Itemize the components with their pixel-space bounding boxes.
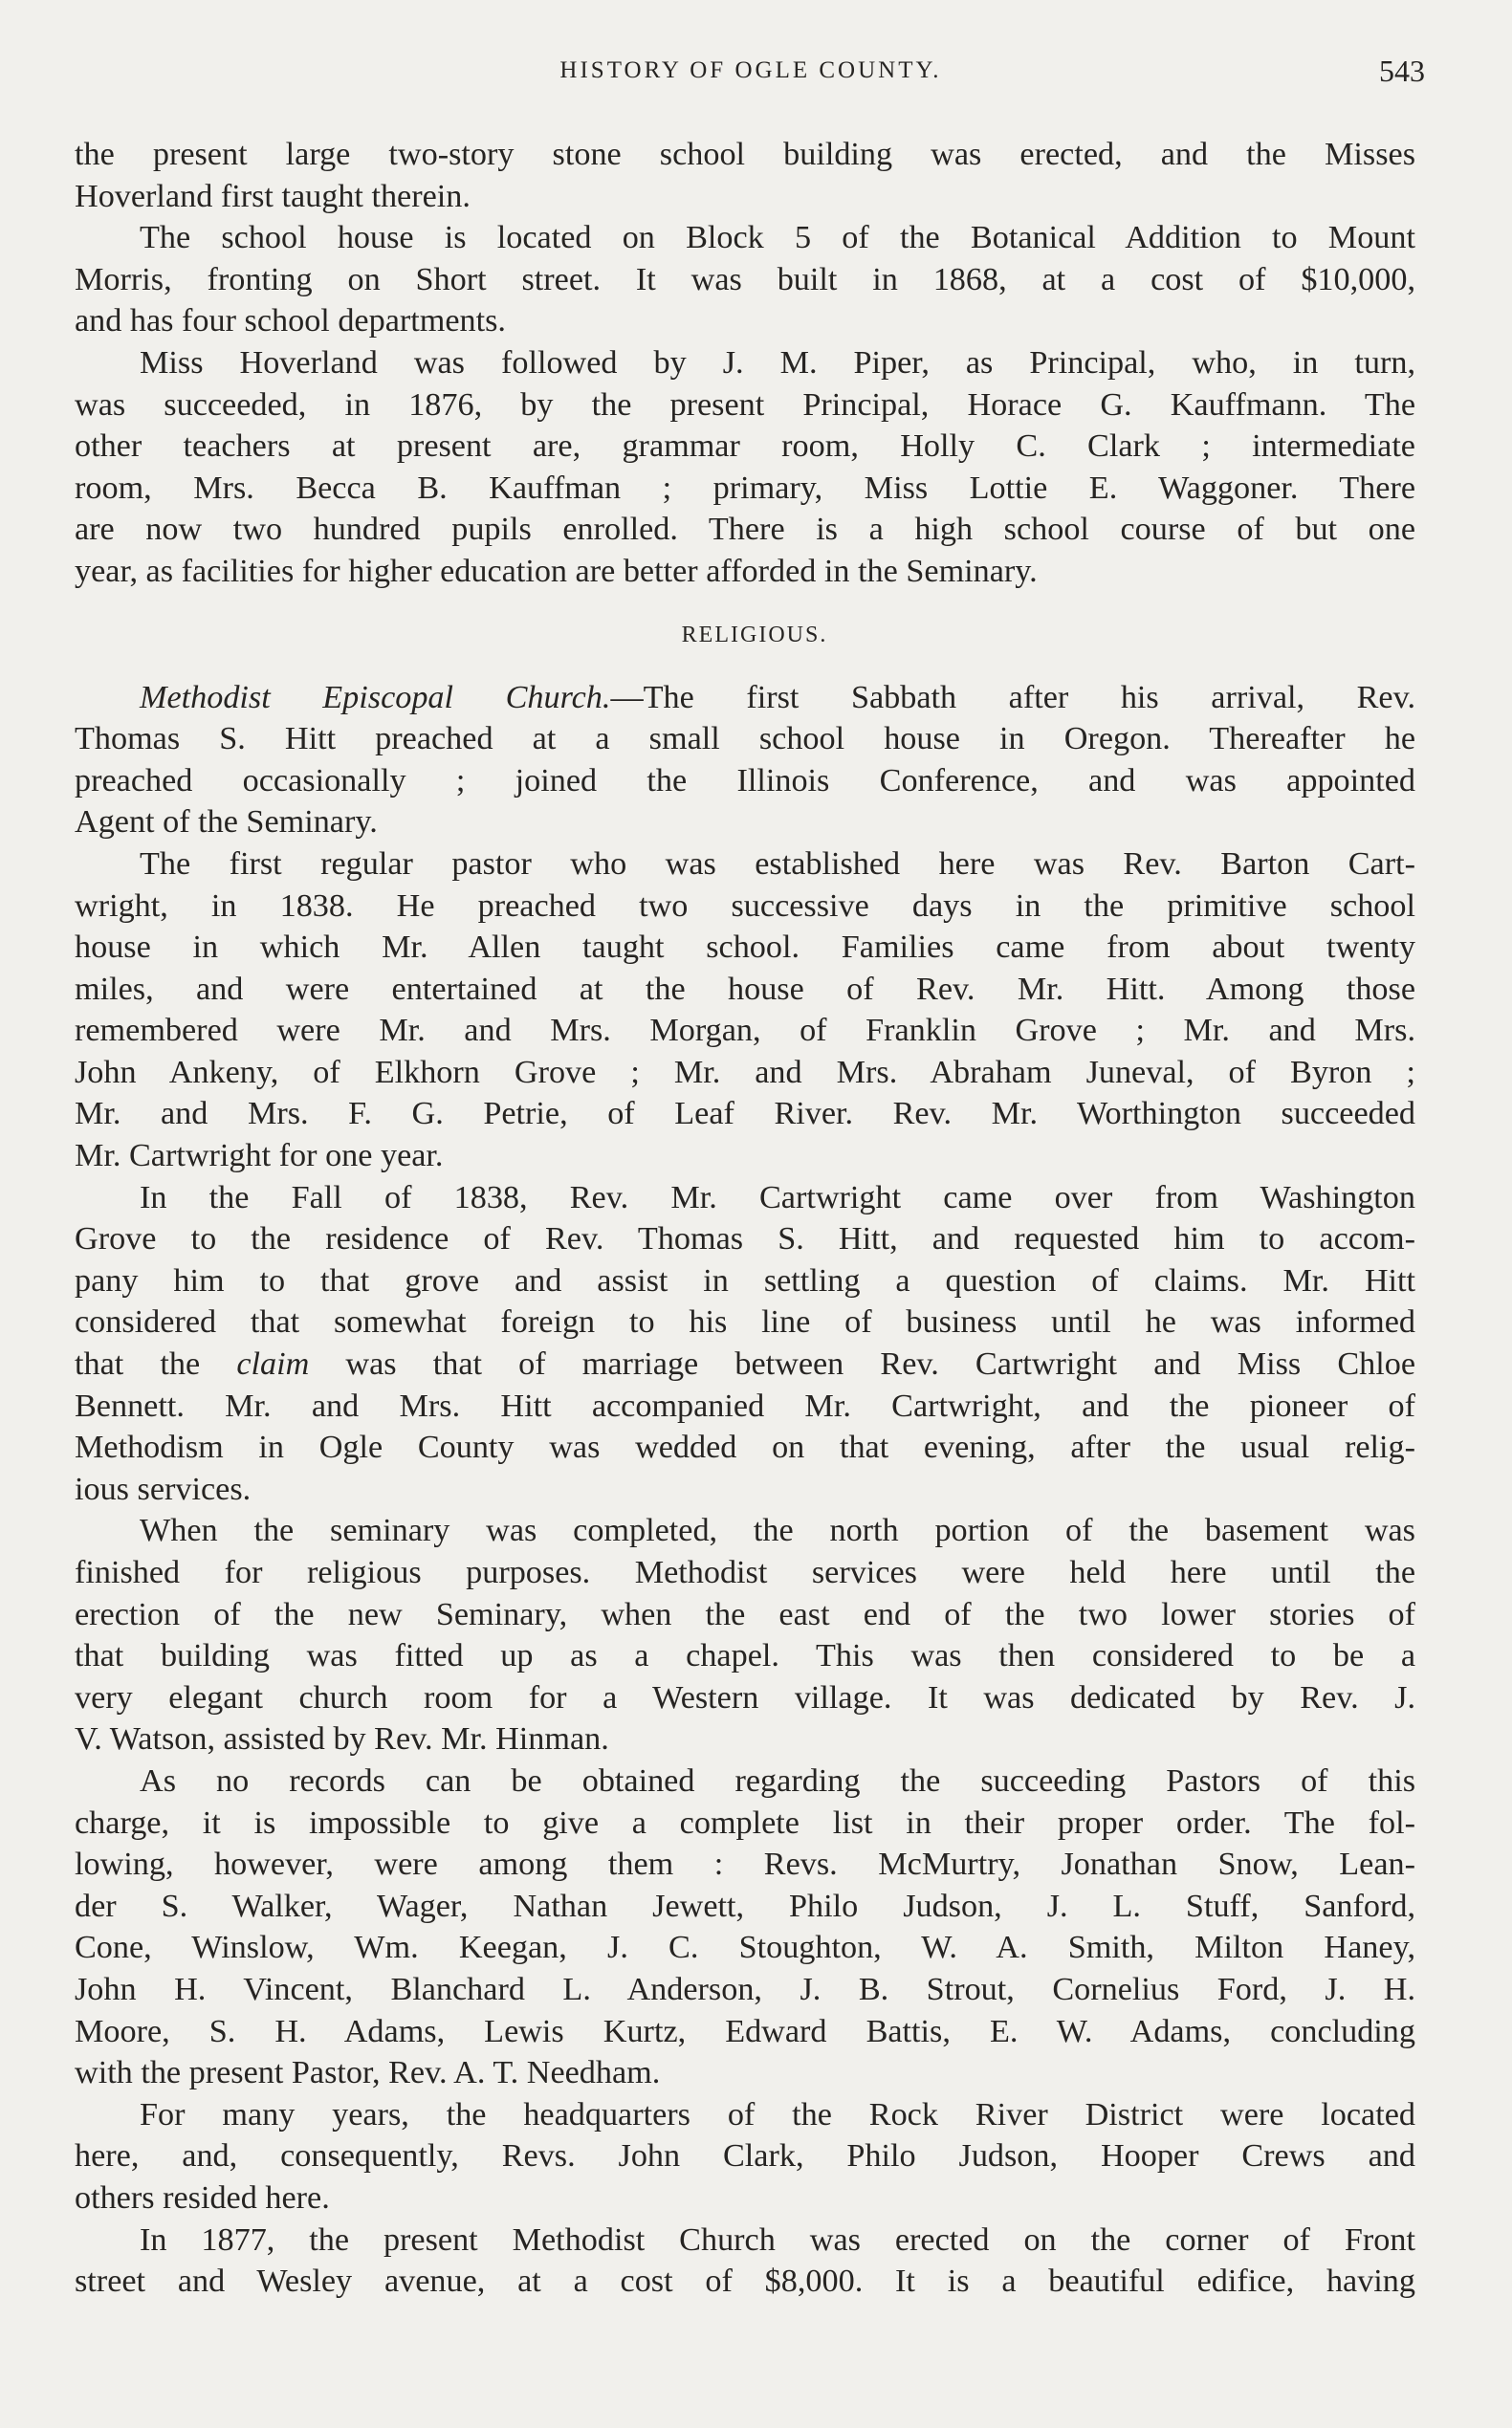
text-line: very elegant church room for a Western village. It was dedicated by Rev. J.: [75, 1679, 1415, 1716]
text-line: pany him to that grove and assist in settling a question of claims. Mr. Hitt: [75, 1262, 1415, 1299]
text-line: lowing, however, were among them : Revs. McMurtry, Jonathan Snow, Lean-: [75, 1847, 1415, 1883]
text-line: In 1877, the present Methodist Church was erected on the corner of Front: [140, 2221, 1415, 2258]
text-line: miles, and were entertained at the house of Rev. Mr. Hitt. Among those: [75, 971, 1415, 1007]
text-line: that building was fitted up as a chapel. This was then considered to be a: [75, 1638, 1415, 1674]
text-line: others resided here.: [75, 2179, 330, 2216]
text-line: erection of the new Seminary, when the east end of the two lower stories of: [75, 1596, 1415, 1632]
text-line: finished for religious purposes. Methodist services were held here until the: [75, 1555, 1415, 1590]
text-line: Morris, fronting on Short street. It was built in 1868, at a cost of $10,000,: [75, 261, 1415, 297]
claim-word: claim: [236, 1346, 310, 1383]
text-line: Bennett. Mr. and Mrs. Hitt accompanied Mr. Cartwright, and the pioneer of: [75, 1388, 1415, 1424]
text-line: with the present Pastor, Rev. A. T. Needham.: [75, 2055, 661, 2091]
section-heading: RELIGIOUS.: [681, 622, 828, 647]
text-line: As no records can be obtained regarding the succeeding Pastors of this: [140, 1762, 1415, 1799]
text-line: Thomas S. Hitt preached at a small school house in Oregon. Thereafter he: [75, 721, 1415, 757]
text-fragment: was that of marriage between Rev. Cartwright and Miss Chloe: [309, 1346, 1415, 1383]
text-line: here, and, consequently, Revs. John Clark, Philo Judson, Hooper Crews and: [75, 2138, 1415, 2175]
text-line: Miss Hoverland was followed by J. M. Piper, as Principal, who, in turn,: [140, 344, 1415, 381]
text-line: Methodism in Ogle County was wedded on that evening, after the usual relig-: [75, 1430, 1415, 1466]
text-line: For many years, the headquarters of the Rock River District were located: [140, 2096, 1415, 2133]
page-header: [77, 54, 1425, 92]
text-line: John Ankeny, of Elkhorn Grove ; Mr. and Mrs. Abraham Juneval, of Byron ;: [75, 1054, 1415, 1090]
text-line: [75, 1344, 1415, 1386]
text-line: and has four school departments.: [75, 303, 506, 339]
text-line: charge, it is impossible to give a complete list in their proper order. The fol-: [75, 1805, 1415, 1841]
text-line: are now two hundred pupils enrolled. There is a high school course of but one: [75, 512, 1415, 548]
text-line: der S. Walker, Wager, Nathan Jewett, Philo Judson, J. L. Stuff, Sanford,: [75, 1888, 1415, 1924]
text-line: In the Fall of 1838, Rev. Mr. Cartwright came over from Washington: [140, 1179, 1415, 1215]
text-fragment: that the: [75, 1346, 237, 1383]
text-line: [75, 677, 1415, 719]
text-line: The school house is located on Block 5 of the Botanical Addition to Mount: [140, 220, 1415, 256]
text-line: The first regular pastor who was established here was Rev. Barton Cart-: [140, 845, 1415, 882]
text-line: John H. Vincent, Blanchard L. Anderson, J. B. Strout, Cornelius Ford, J. H.: [75, 1971, 1415, 2007]
text-line: room, Mrs. Becca B. Kauffman ; primary, Miss Lottie E. Waggoner. There: [75, 470, 1415, 506]
text-line: preached occasionally ; joined the Illinois Conference, and was appointed: [75, 762, 1415, 798]
text-line: other teachers at present are, grammar room, Holly C. Clark ; intermediate: [75, 428, 1415, 465]
body-text: [75, 134, 1415, 2303]
text-line: V. Watson, assisted by Rev. Mr. Hinman.: [75, 1721, 609, 1758]
text-line: When the seminary was completed, the north portion of the basement was: [140, 1513, 1415, 1549]
text-fragment: —The first Sabbath after his arrival, Rev.: [610, 679, 1415, 715]
text-line: was succeeded, in 1876, by the present Principal, Horace G. Kauffmann. The: [75, 386, 1415, 423]
church-name: Methodist Episcopal Church.: [140, 679, 611, 715]
running-title: HISTORY OF OGLE COUNTY.: [559, 57, 942, 83]
text-line: the present large two-story stone school building was erected, and the Misses: [75, 137, 1415, 172]
page-number: 543: [1379, 54, 1425, 88]
text-line: house in which Mr. Allen taught school. Families came from about twenty: [75, 930, 1415, 966]
text-line: Grove to the residence of Rev. Thomas S. Hitt, and requested him to accom-: [75, 1221, 1415, 1258]
text-line: Cone, Winslow, Wm. Keegan, J. C. Stoughton, W. A. Smith, Milton Haney,: [75, 1930, 1415, 1966]
text-line: Agent of the Seminary.: [75, 804, 378, 841]
text-line: remembered were Mr. and Mrs. Morgan, of Franklin Grove ; Mr. and Mrs.: [75, 1013, 1415, 1049]
text-line: Mr. and Mrs. F. G. Petrie, of Leaf River. Rev. Mr. Worthington succeeded: [75, 1096, 1415, 1132]
text-line: year, as facilities for higher education are better afforded in the Seminary.: [75, 553, 1038, 589]
text-line: street and Wesley avenue, at a cost of $8,000. It is a beautiful edifice, having: [75, 2264, 1415, 2300]
text-line: Hoverland first taught therein.: [75, 178, 471, 214]
text-line: considered that somewhat foreign to his line of business until he was informed: [75, 1304, 1415, 1341]
text-line: ious services.: [75, 1471, 252, 1507]
text-line: Mr. Cartwright for one year.: [75, 1138, 444, 1174]
text-line: Moore, S. H. Adams, Lewis Kurtz, Edward Battis, E. W. Adams, concluding: [75, 2013, 1415, 2049]
text-line: wright, in 1838. He preached two successive days in the primitive school: [75, 887, 1415, 924]
